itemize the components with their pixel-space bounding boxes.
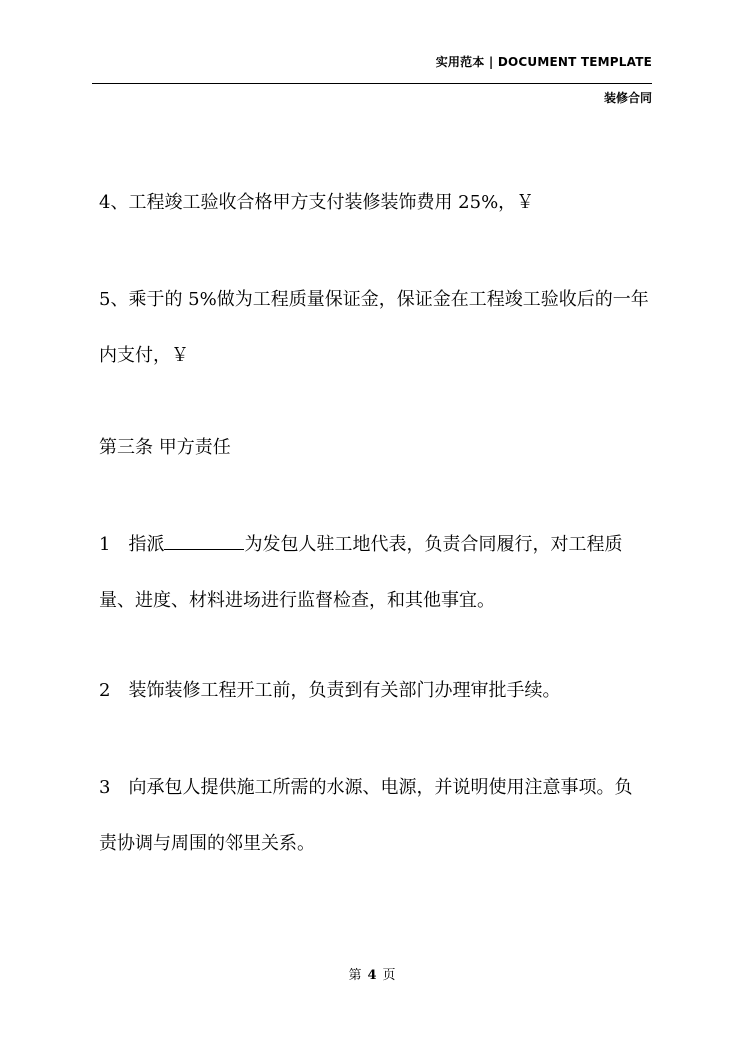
payment-clause-4 bbox=[99, 175, 659, 231]
section-heading-article-3 bbox=[99, 420, 659, 476]
header-subtitle: 装修合同 bbox=[603, 91, 652, 105]
paragraph-line: 1 指派 bbox=[99, 534, 165, 555]
paragraph-line: 4、工程竣工验收合格甲方支付装修装饰费用 25%，￥ bbox=[99, 192, 535, 213]
header-title: 实用范本 | DOCUMENT TEMPLATE bbox=[435, 55, 652, 69]
header-divider bbox=[92, 83, 652, 84]
duty-item-2 bbox=[99, 663, 659, 719]
page-number: 4 bbox=[367, 968, 377, 983]
paragraph-line: 责协调与周围的邻里关系。 bbox=[99, 833, 315, 854]
paragraph-line: 3 向承包人提供施工所需的水源、电源，并说明使用注意事项。负 bbox=[99, 777, 633, 798]
duty-item-3 bbox=[99, 760, 659, 872]
page-footer bbox=[0, 964, 744, 983]
paragraph-line: 量、进度、材料进场进行监督检查，和其他事宜。 bbox=[99, 590, 495, 611]
paragraph-line: 5、乘于的 5%做为工程质量保证金，保证金在工程竣工验收后的一年 bbox=[99, 289, 649, 310]
paragraph-line: 2 装饰装修工程开工前，负责到有关部门办理审批手续。 bbox=[99, 680, 561, 701]
duty-item-1 bbox=[99, 517, 659, 629]
section-heading: 第三条 甲方责任 bbox=[99, 437, 231, 458]
page-label-prefix: 第 bbox=[348, 968, 362, 983]
paragraph-line: 为发包人驻工地代表，负责合同履行，对工程质 bbox=[244, 534, 623, 555]
paragraph-line: 内支付，￥ bbox=[99, 345, 189, 366]
fill-in-blank bbox=[164, 531, 244, 550]
page-label-suffix: 页 bbox=[382, 968, 396, 983]
payment-clause-5 bbox=[99, 272, 659, 384]
